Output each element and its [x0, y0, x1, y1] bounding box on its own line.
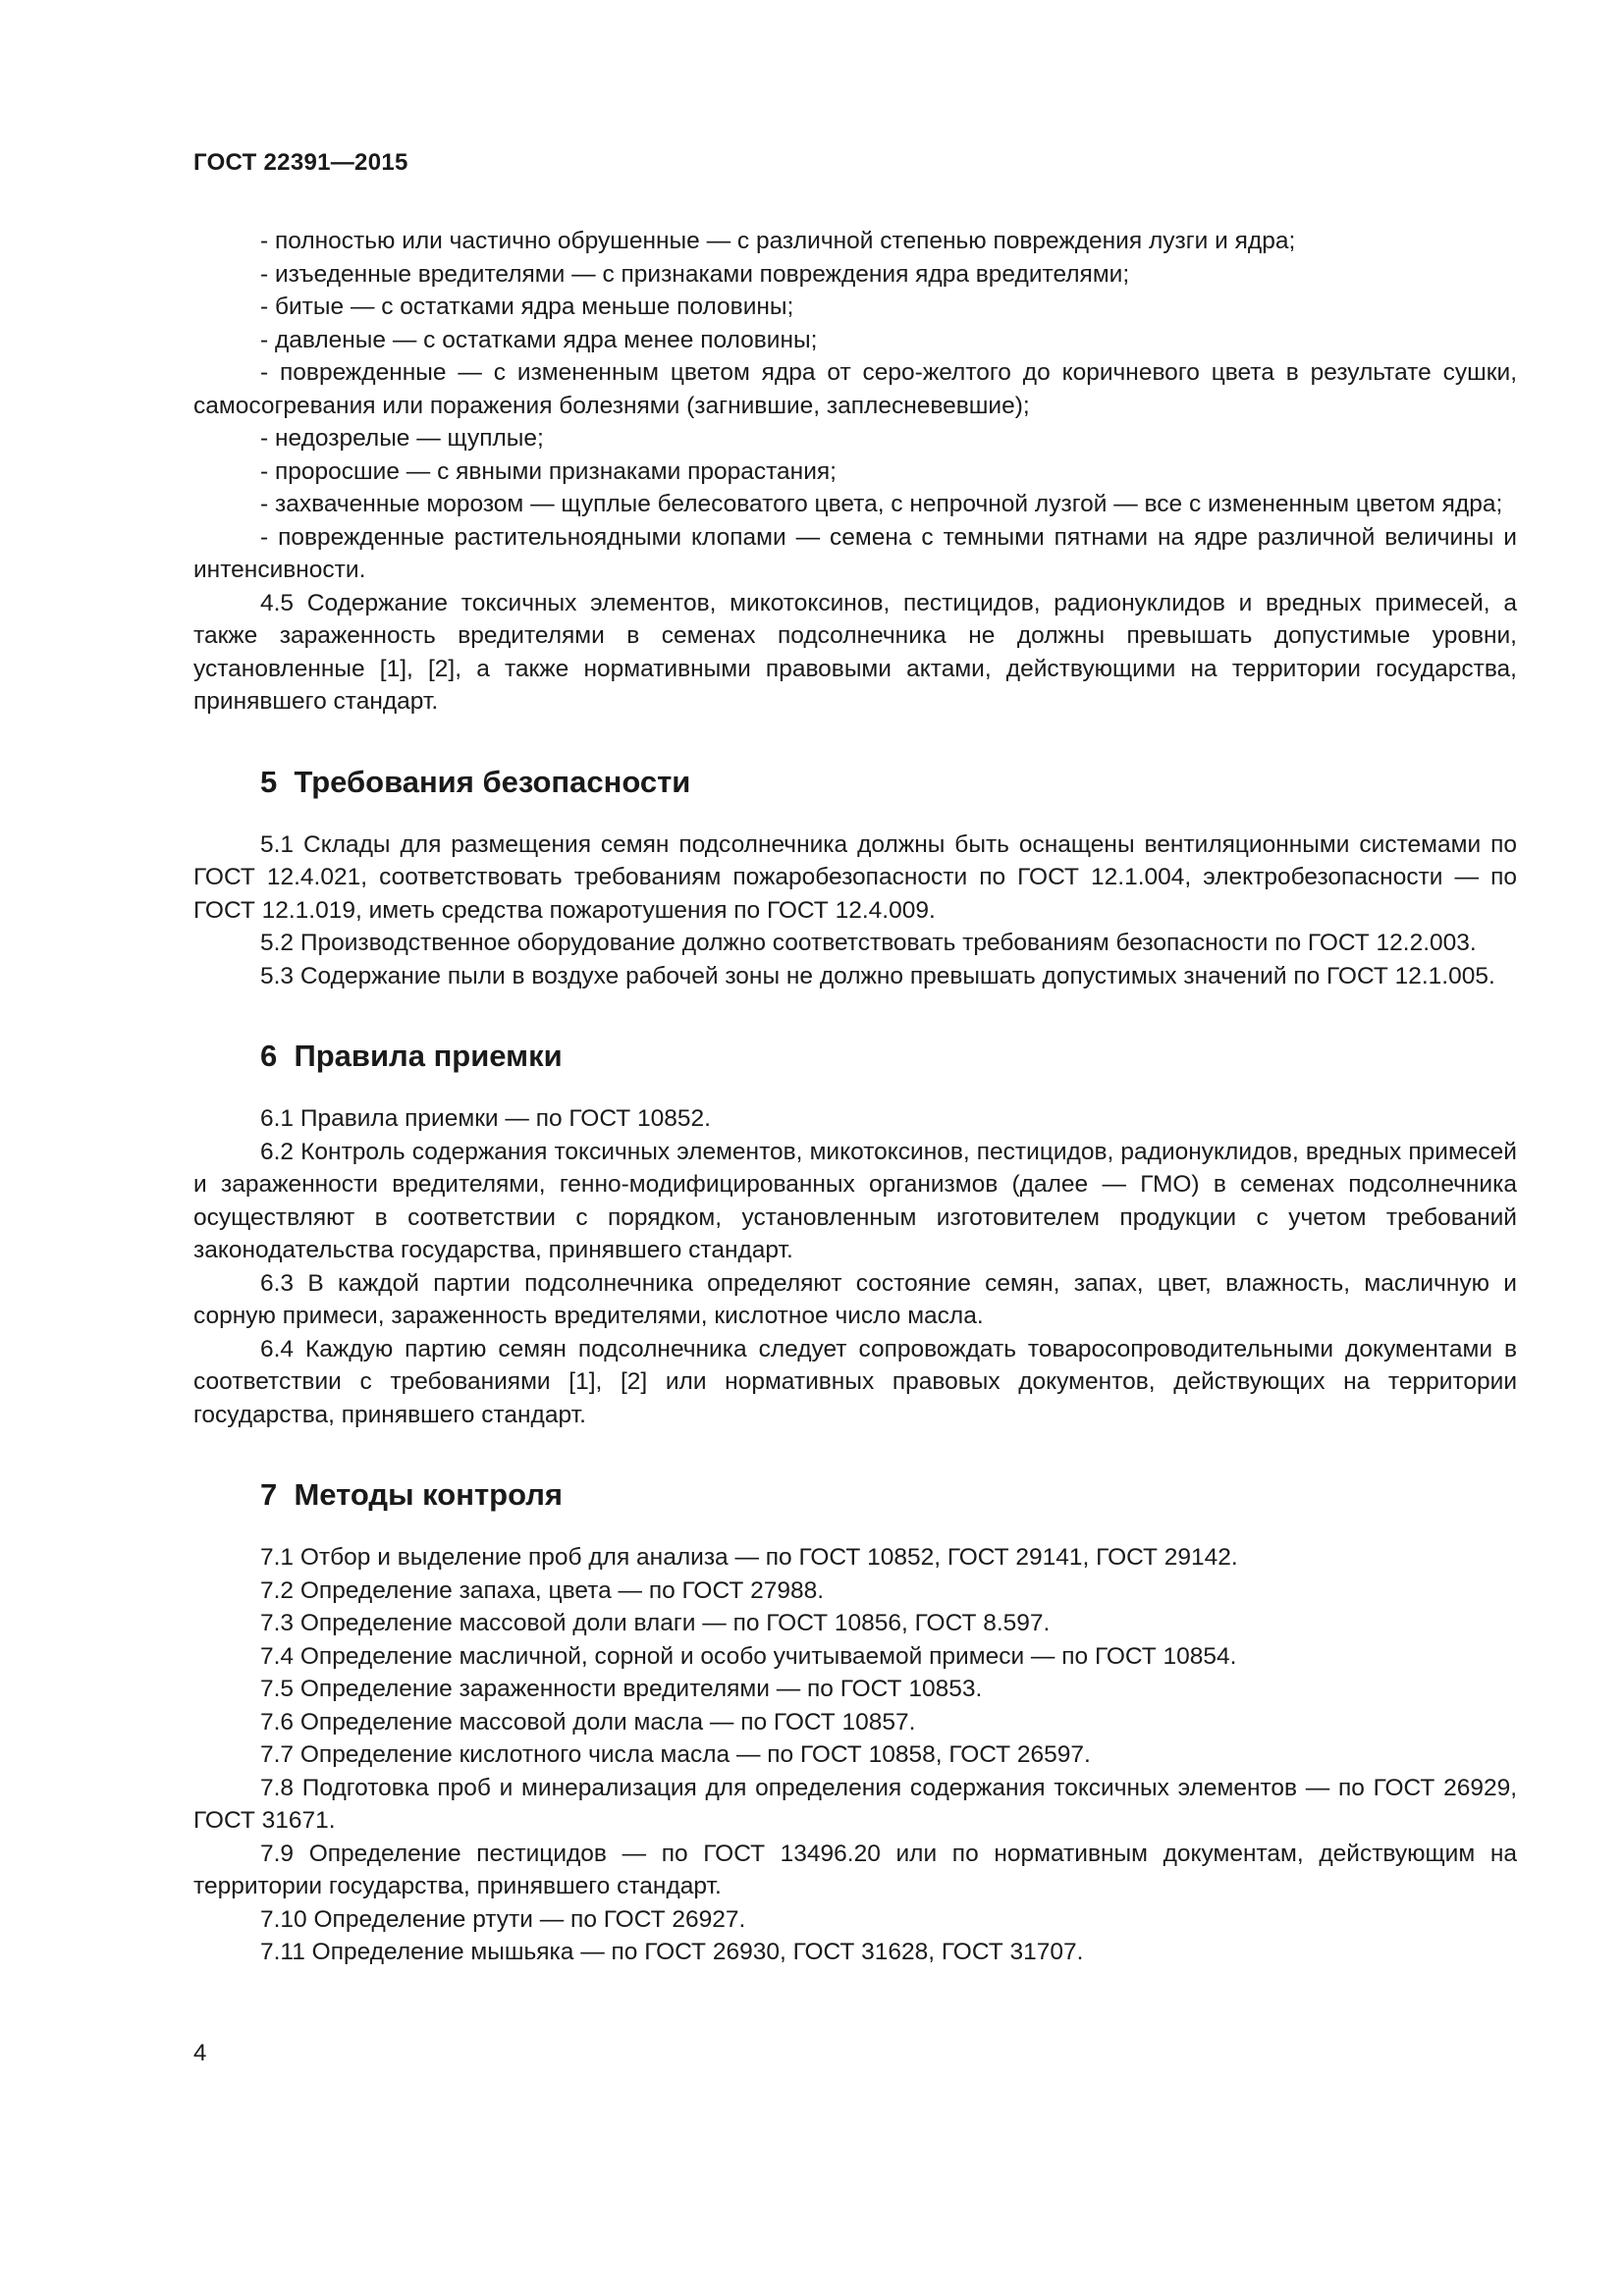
paragraph-4-5: 4.5 Содержание токсичных элементов, микотоксинов, пестицидов, радионуклидов и вредных примесей, а также зараженность вредителями в семенах подсолнечника не должны превышать допустимые уровни, установленные [1], [2], а также нормативными правовыми актами, действующими на территории государства, принявшего стандарт.: [193, 589, 1517, 715]
paragraph-5-2: 5.2 Производственное оборудование должно соответствовать требованиям безопасности по ГОСТ 12.2.003.: [260, 930, 1477, 956]
section-heading-6: 6 Правила приемки: [260, 1039, 563, 1073]
paragraph-6-2: 6.2 Контроль содержания токсичных элементов, микотоксинов, пестицидов, радионуклидов, вредных примесей и зараженности вредителями, генно-модифицированных организмов (далее — ГМО) в семенах подсолнечника осуществляют в соответствии с порядком, установленным изготовителем продукции с учетом требований законодательства государства, принявшего стандарт.: [193, 1138, 1517, 1263]
list-item: - поврежденные — с измененным цветом ядра от серо-желтого до коричневого цвета в результате сушки, самосогревания или поражения болезнями (загнившие, заплесневевшие);: [193, 359, 1517, 419]
paragraph-7-8: 7.8 Подготовка проб и минерализация для определения содержания токсичных элементов — по ГОСТ 26929, ГОСТ 31671.: [193, 1774, 1517, 1834]
paragraph-7-9: 7.9 Определение пестицидов — по ГОСТ 13496.20 или по нормативным документам, действующим на территории государства, принявшего стандарт.: [193, 1840, 1517, 1899]
list-item: - недозрелые — щуплые;: [260, 425, 544, 452]
paragraph-7-10: 7.10 Определение ртути — по ГОСТ 26927.: [260, 1905, 746, 1933]
paragraph-7-7: 7.7 Определение кислотного числа масла — по ГОСТ 10858, ГОСТ 26597.: [260, 1741, 1091, 1768]
list-item: - поврежденные растительноядными клопами — семена с темными пятнами на ядре различной величины и интенсивности.: [193, 523, 1517, 583]
paragraph-7-11: 7.11 Определение мышьяка — по ГОСТ 26930, ГОСТ 31628, ГОСТ 31707.: [260, 1939, 1084, 1965]
section-heading-5: 5 Требования безопасности: [260, 764, 691, 799]
paragraph-6-1: 6.1 Правила приемки — по ГОСТ 10852.: [260, 1105, 711, 1132]
list-item: - полностью или частично обрушенные — с различной степенью повреждения лузги и ядра;: [260, 228, 1296, 254]
paragraph-7-5: 7.5 Определение зараженности вредителями — по ГОСТ 10853.: [260, 1676, 983, 1702]
list-item: - изъеденные вредителями — с признаками повреждения ядра вредителями;: [260, 260, 1130, 288]
paragraph-6-4: 6.4 Каждую партию семян подсолнечника следует сопровождать товаросопроводительными документами в соответствии с требованиями [1], [2] или нормативных правовых документов, действующих на территории государства, принявшего стандарт.: [193, 1335, 1517, 1428]
list-item: - захваченные морозом — щуплые белесоватого цвета, с непрочной лузгой — все с измененным цветом ядра;: [260, 491, 1503, 517]
paragraph-5-1: 5.1 Склады для размещения семян подсолнечника должны быть оснащены вентиляционными системами по ГОСТ 12.4.021, соответствовать требованиям пожаробезопасности по ГОСТ 12.1.004, электробезопасности — по ГОСТ 12.1.019, иметь средства пожаротушения по ГОСТ 12.4.009.: [193, 830, 1517, 924]
paragraph-7-2: 7.2 Определение запаха, цвета — по ГОСТ 27988.: [260, 1576, 825, 1604]
paragraph-7-3: 7.3 Определение массовой доли влаги — по ГОСТ 10856, ГОСТ 8.597.: [260, 1610, 1051, 1636]
list-item: - битые — с остатками ядра меньше половины;: [260, 294, 794, 320]
list-item: - проросшие — с явными признаками прорастания;: [260, 457, 837, 485]
paragraph-6-3: 6.3 В каждой партии подсолнечника определяют состояние семян, запах, цвет, влажность, масличную и сорную примеси, зараженность вредителями, кислотное число масла.: [193, 1269, 1517, 1329]
section-heading-7: 7 Методы контроля: [260, 1477, 564, 1512]
list-item: - давленые — с остатками ядра менее половины;: [260, 326, 818, 353]
paragraph-7-6: 7.6 Определение массовой доли масла — по ГОСТ 10857.: [260, 1708, 916, 1735]
paragraph-5-3: 5.3 Содержание пыли в воздухе рабочей зоны не должно превышать допустимых значений по ГОСТ 12.1.005.: [260, 962, 1495, 989]
page-content: [193, 225, 1517, 1969]
page-number: 4: [193, 2040, 207, 2066]
paragraph-7-4: 7.4 Определение масличной, сорной и особо учитываемой примеси — по ГОСТ 10854.: [260, 1642, 1237, 1670]
paragraph-7-1: 7.1 Отбор и выделение проб для анализа — по ГОСТ 10852, ГОСТ 29141, ГОСТ 29142.: [260, 1544, 1238, 1571]
document-code-header: ГОСТ 22391—2015: [193, 149, 408, 176]
